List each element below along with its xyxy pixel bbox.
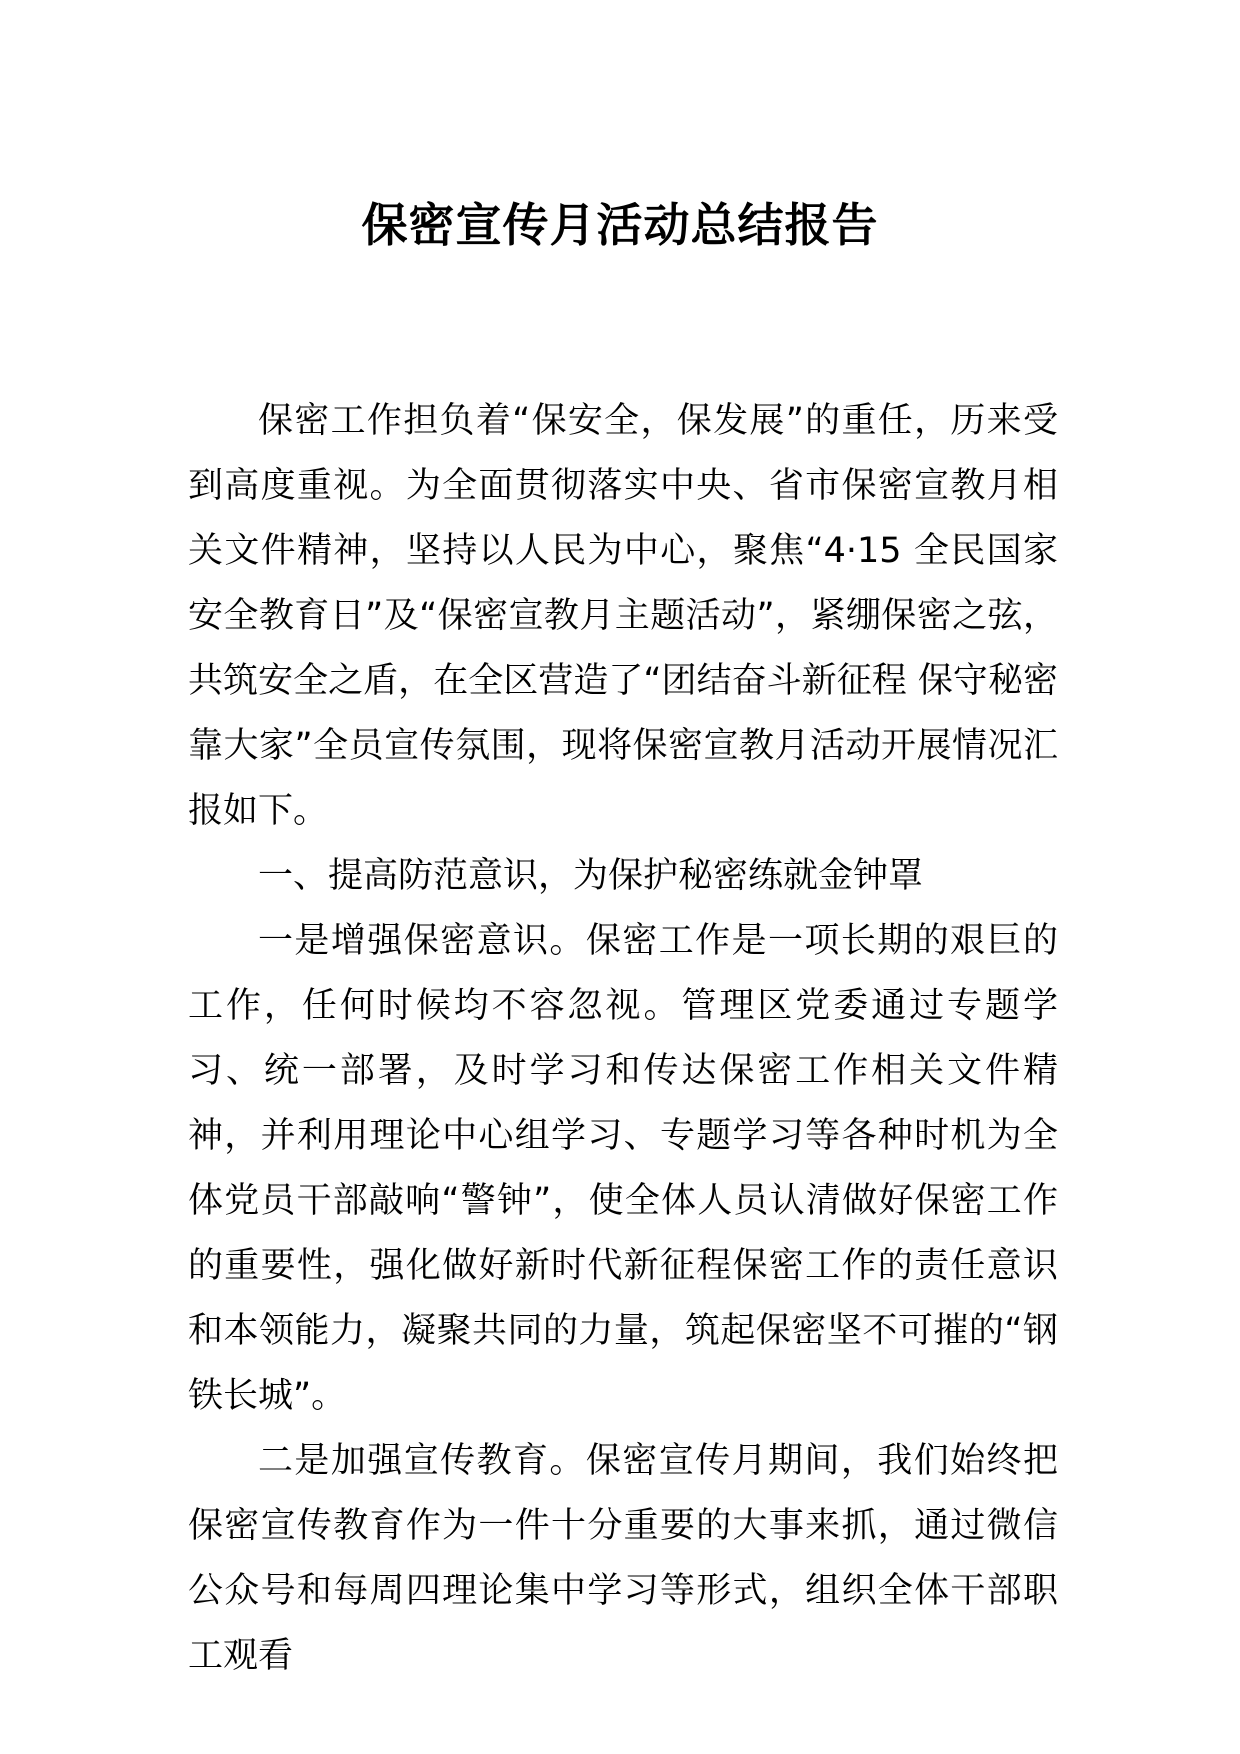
document-title: 保密宣传月活动总结报告	[361, 198, 879, 252]
paragraph-awareness: 一是增强保密意识。保密工作是一项长期的艰巨的工作，任何时候均不容忽视。管理区党委通过专题学习、统一部署，及时学习和传达保密工作相关文件精神，并利用理论中心组学习、专题学习等各种时机为全体党员干部敲响“警钟”，使全体人员认清做好保密工作的重要性，强化做好新时代新征程保密工作的责任意识和本领能力，凝聚共同的力量，筑起保密坚不可摧的“钢铁长城”。	[188, 921, 1058, 1416]
section-heading-1: 一、提高防范意识，为保护秘密练就金钟罩	[258, 856, 924, 896]
intro-paragraph: 保密工作担负着“保安全，保发展”的重任，历来受到高度重视。为全面贯彻落实中央、省市保密宣教月相关文件精神，坚持以人民为中心，聚焦“4·15 全民国家安全教育日”及“保密宣教月主题活动”，紧绷保密之弦，共筑安全之盾，在全区营造了“团结奋斗新征程 保守秘密靠大家”全员宣传氛围，现将保密宣教月活动开展情况汇报如下。	[188, 401, 1058, 831]
paragraph-education: 二是加强宣传教育。保密宣传月期间，我们始终把保密宣传教育作为一件十分重要的大事来抓，通过微信公众号和每周四理论集中学习等形式，组织全体干部职工观看	[188, 1441, 1058, 1676]
document-body	[188, 389, 1058, 1689]
